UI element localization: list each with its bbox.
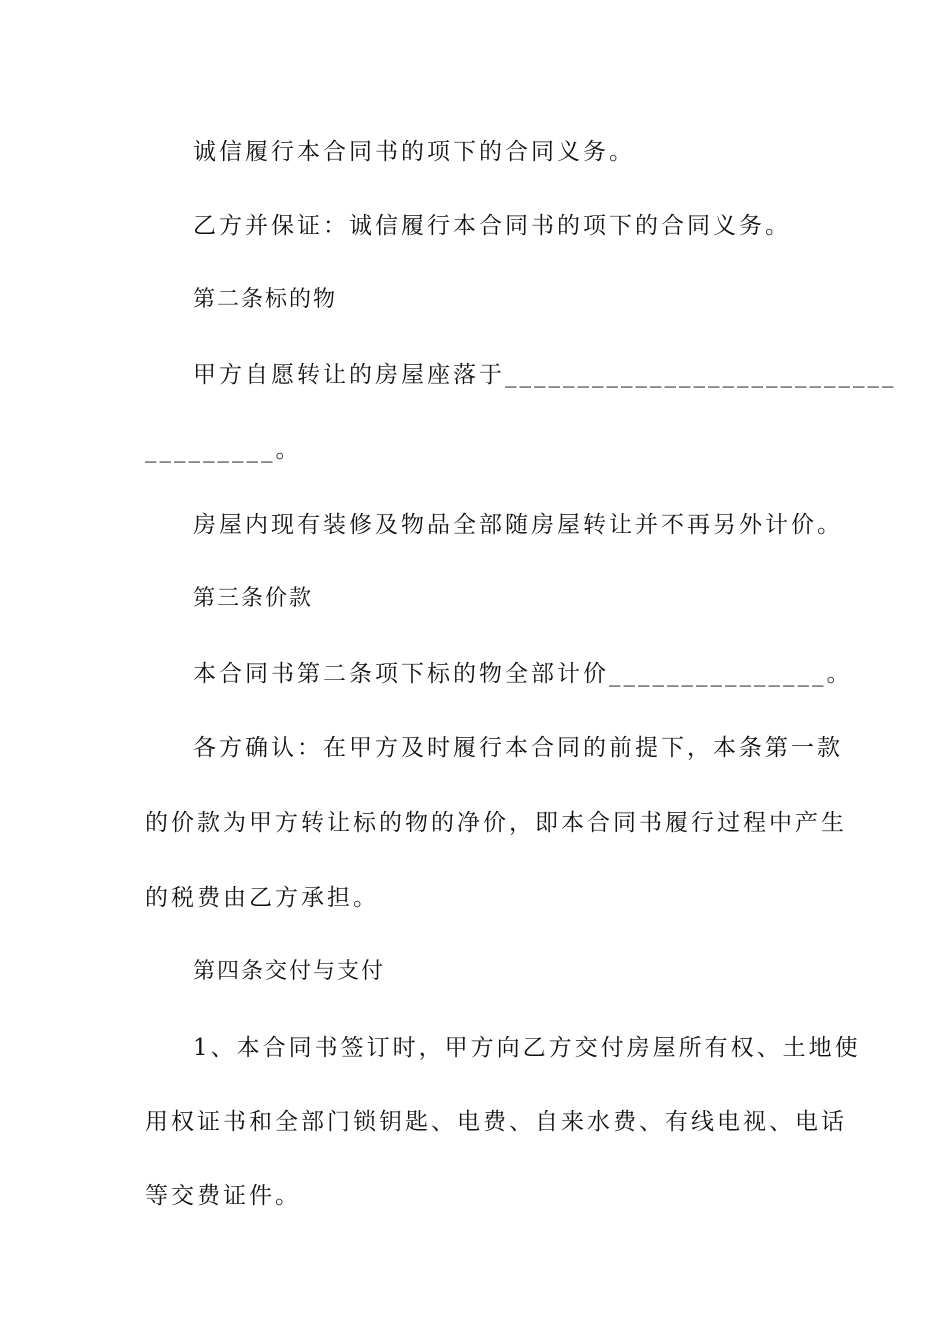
paragraph-confirmation-line-3: 的税费由乙方承担。: [145, 885, 379, 911]
paragraph-property-location: 甲方自愿转让的房屋座落于___________________________: [193, 362, 897, 388]
paragraph-decoration: 房屋内现有装修及物品全部随房屋转让并不再另外计价。: [193, 512, 843, 538]
heading-article-3: 第三条价款: [193, 586, 314, 611]
paragraph-property-location-cont: _________。: [145, 437, 302, 463]
paragraph-confirmation-line-1: 各方确认：在甲方及时履行本合同的前提下，本条第一款: [193, 735, 843, 761]
paragraph-delivery-line-2: 用权证书和全部门锁钥匙、电费、自来水费、有线电视、电话: [145, 1109, 847, 1135]
paragraph-total-price: 本合同书第二条项下标的物全部计价_______________。: [193, 661, 853, 687]
heading-article-4: 第四条交付与支付: [193, 959, 386, 984]
paragraph-delivery-line-3: 等交费证件。: [145, 1183, 301, 1209]
heading-article-2: 第二条标的物: [193, 287, 338, 312]
paragraph-confirmation-line-2: 的价款为甲方转让标的物的净价，即本合同书履行过程中产生: [145, 810, 847, 836]
paragraph-obligation: 诚信履行本合同书的项下的合同义务。: [193, 139, 635, 165]
paragraph-delivery-line-1: 1、本合同书签订时，甲方向乙方交付房屋所有权、土地使: [193, 1035, 861, 1061]
paragraph-party-b-guarantee: 乙方并保证：诚信履行本合同书的项下的合同义务。: [193, 213, 791, 239]
